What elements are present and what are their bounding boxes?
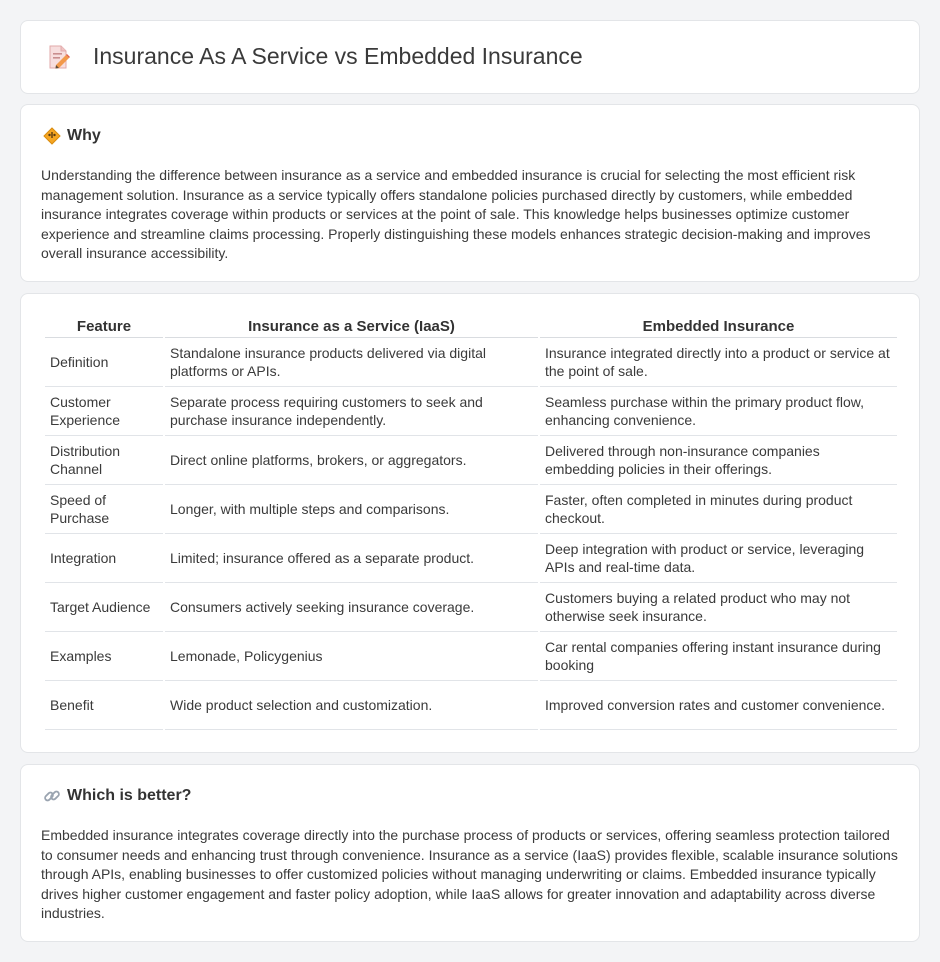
embedded-cell: Seamless purchase within the primary product flow, enhancing convenience.	[540, 387, 897, 436]
header-card	[20, 20, 920, 94]
feature-cell: Definition	[45, 338, 163, 387]
embedded-cell: Faster, often completed in minutes during product checkout.	[540, 485, 897, 534]
link-icon	[43, 787, 61, 805]
comparison-card	[20, 293, 920, 753]
feature-cell: Speed of Purchase	[45, 485, 163, 534]
better-title: Which is better?	[67, 787, 192, 804]
iaas-cell: Consumers actively seeking insurance coverage.	[165, 583, 538, 632]
comparison-table	[43, 316, 899, 730]
feature-cell: Integration	[45, 534, 163, 583]
why-section	[20, 104, 920, 282]
table-row	[45, 681, 897, 730]
table-row	[45, 583, 897, 632]
why-text: Understanding the difference between insurance as a service and embedded insurance is crucial for selecting the most efficient risk management solution. Insurance as a service typically offers standalone policies purchased directly by customers, while embedded insurance integrates coverage within products or services at the point of sale. This knowledge helps businesses optimize customer experience and streamline claims processing. Properly distinguishing these models enhances strategic decision-making and improves overall insurance accessibility.	[41, 167, 871, 262]
iaas-cell: Limited; insurance offered as a separate product.	[165, 534, 538, 583]
warning-sign-icon	[43, 127, 61, 145]
table-row	[45, 632, 897, 681]
why-heading	[43, 127, 101, 145]
embedded-cell: Customers buying a related product who may not otherwise seek insurance.	[540, 583, 897, 632]
header-embedded: Embedded Insurance	[540, 316, 897, 338]
embedded-cell: Delivered through non-insurance companies embedding policies in their offerings.	[540, 436, 897, 485]
embedded-cell: Deep integration with product or service, leveraging APIs and real-time data.	[540, 534, 897, 583]
page-title: Insurance As A Service vs Embedded Insurance	[93, 43, 583, 69]
table-row	[45, 436, 897, 485]
iaas-cell: Separate process requiring customers to seek and purchase insurance independently.	[165, 387, 538, 436]
embedded-cell: Insurance integrated directly into a product or service at the point of sale.	[540, 338, 897, 387]
embedded-cell: Car rental companies offering instant insurance during booking	[540, 632, 897, 681]
why-title: Why	[67, 127, 101, 144]
table-row	[45, 534, 897, 583]
table-header-row	[45, 316, 897, 338]
iaas-cell: Lemonade, Policygenius	[165, 632, 538, 681]
feature-cell: Distribution Channel	[45, 436, 163, 485]
iaas-cell: Wide product selection and customization.	[165, 681, 538, 730]
table-row	[45, 387, 897, 436]
feature-cell: Benefit	[45, 681, 163, 730]
embedded-cell: Improved conversion rates and customer convenience.	[540, 681, 897, 730]
iaas-cell: Standalone insurance products delivered via digital platforms or APIs.	[165, 338, 538, 387]
iaas-cell: Direct online platforms, brokers, or aggregators.	[165, 436, 538, 485]
better-text: Embedded insurance integrates coverage directly into the purchase process of products or services, offering seamless protection tailored to consumer needs and enhancing trust through convenience. Insurance as a service (IaaS) provides flexible, scalable insurance solutions through APIs, enabling businesses to offer customized policies without managing underwriting or claims. Embedded insurance typically drives higher customer engagement and faster policy adoption, while IaaS allows for greater innovation and adaptability across diverse industries.	[41, 827, 898, 922]
header-iaas: Insurance as a Service (IaaS)	[165, 316, 538, 338]
better-heading	[43, 787, 191, 805]
feature-cell: Customer Experience	[45, 387, 163, 436]
which-is-better-section	[20, 764, 920, 942]
feature-cell: Target Audience	[45, 583, 163, 632]
table-row	[45, 338, 897, 387]
title-row	[45, 43, 583, 70]
table-row	[45, 485, 897, 534]
document-edit-icon	[45, 44, 71, 70]
feature-cell: Examples	[45, 632, 163, 681]
iaas-cell: Longer, with multiple steps and comparisons.	[165, 485, 538, 534]
header-feature: Feature	[45, 316, 163, 338]
